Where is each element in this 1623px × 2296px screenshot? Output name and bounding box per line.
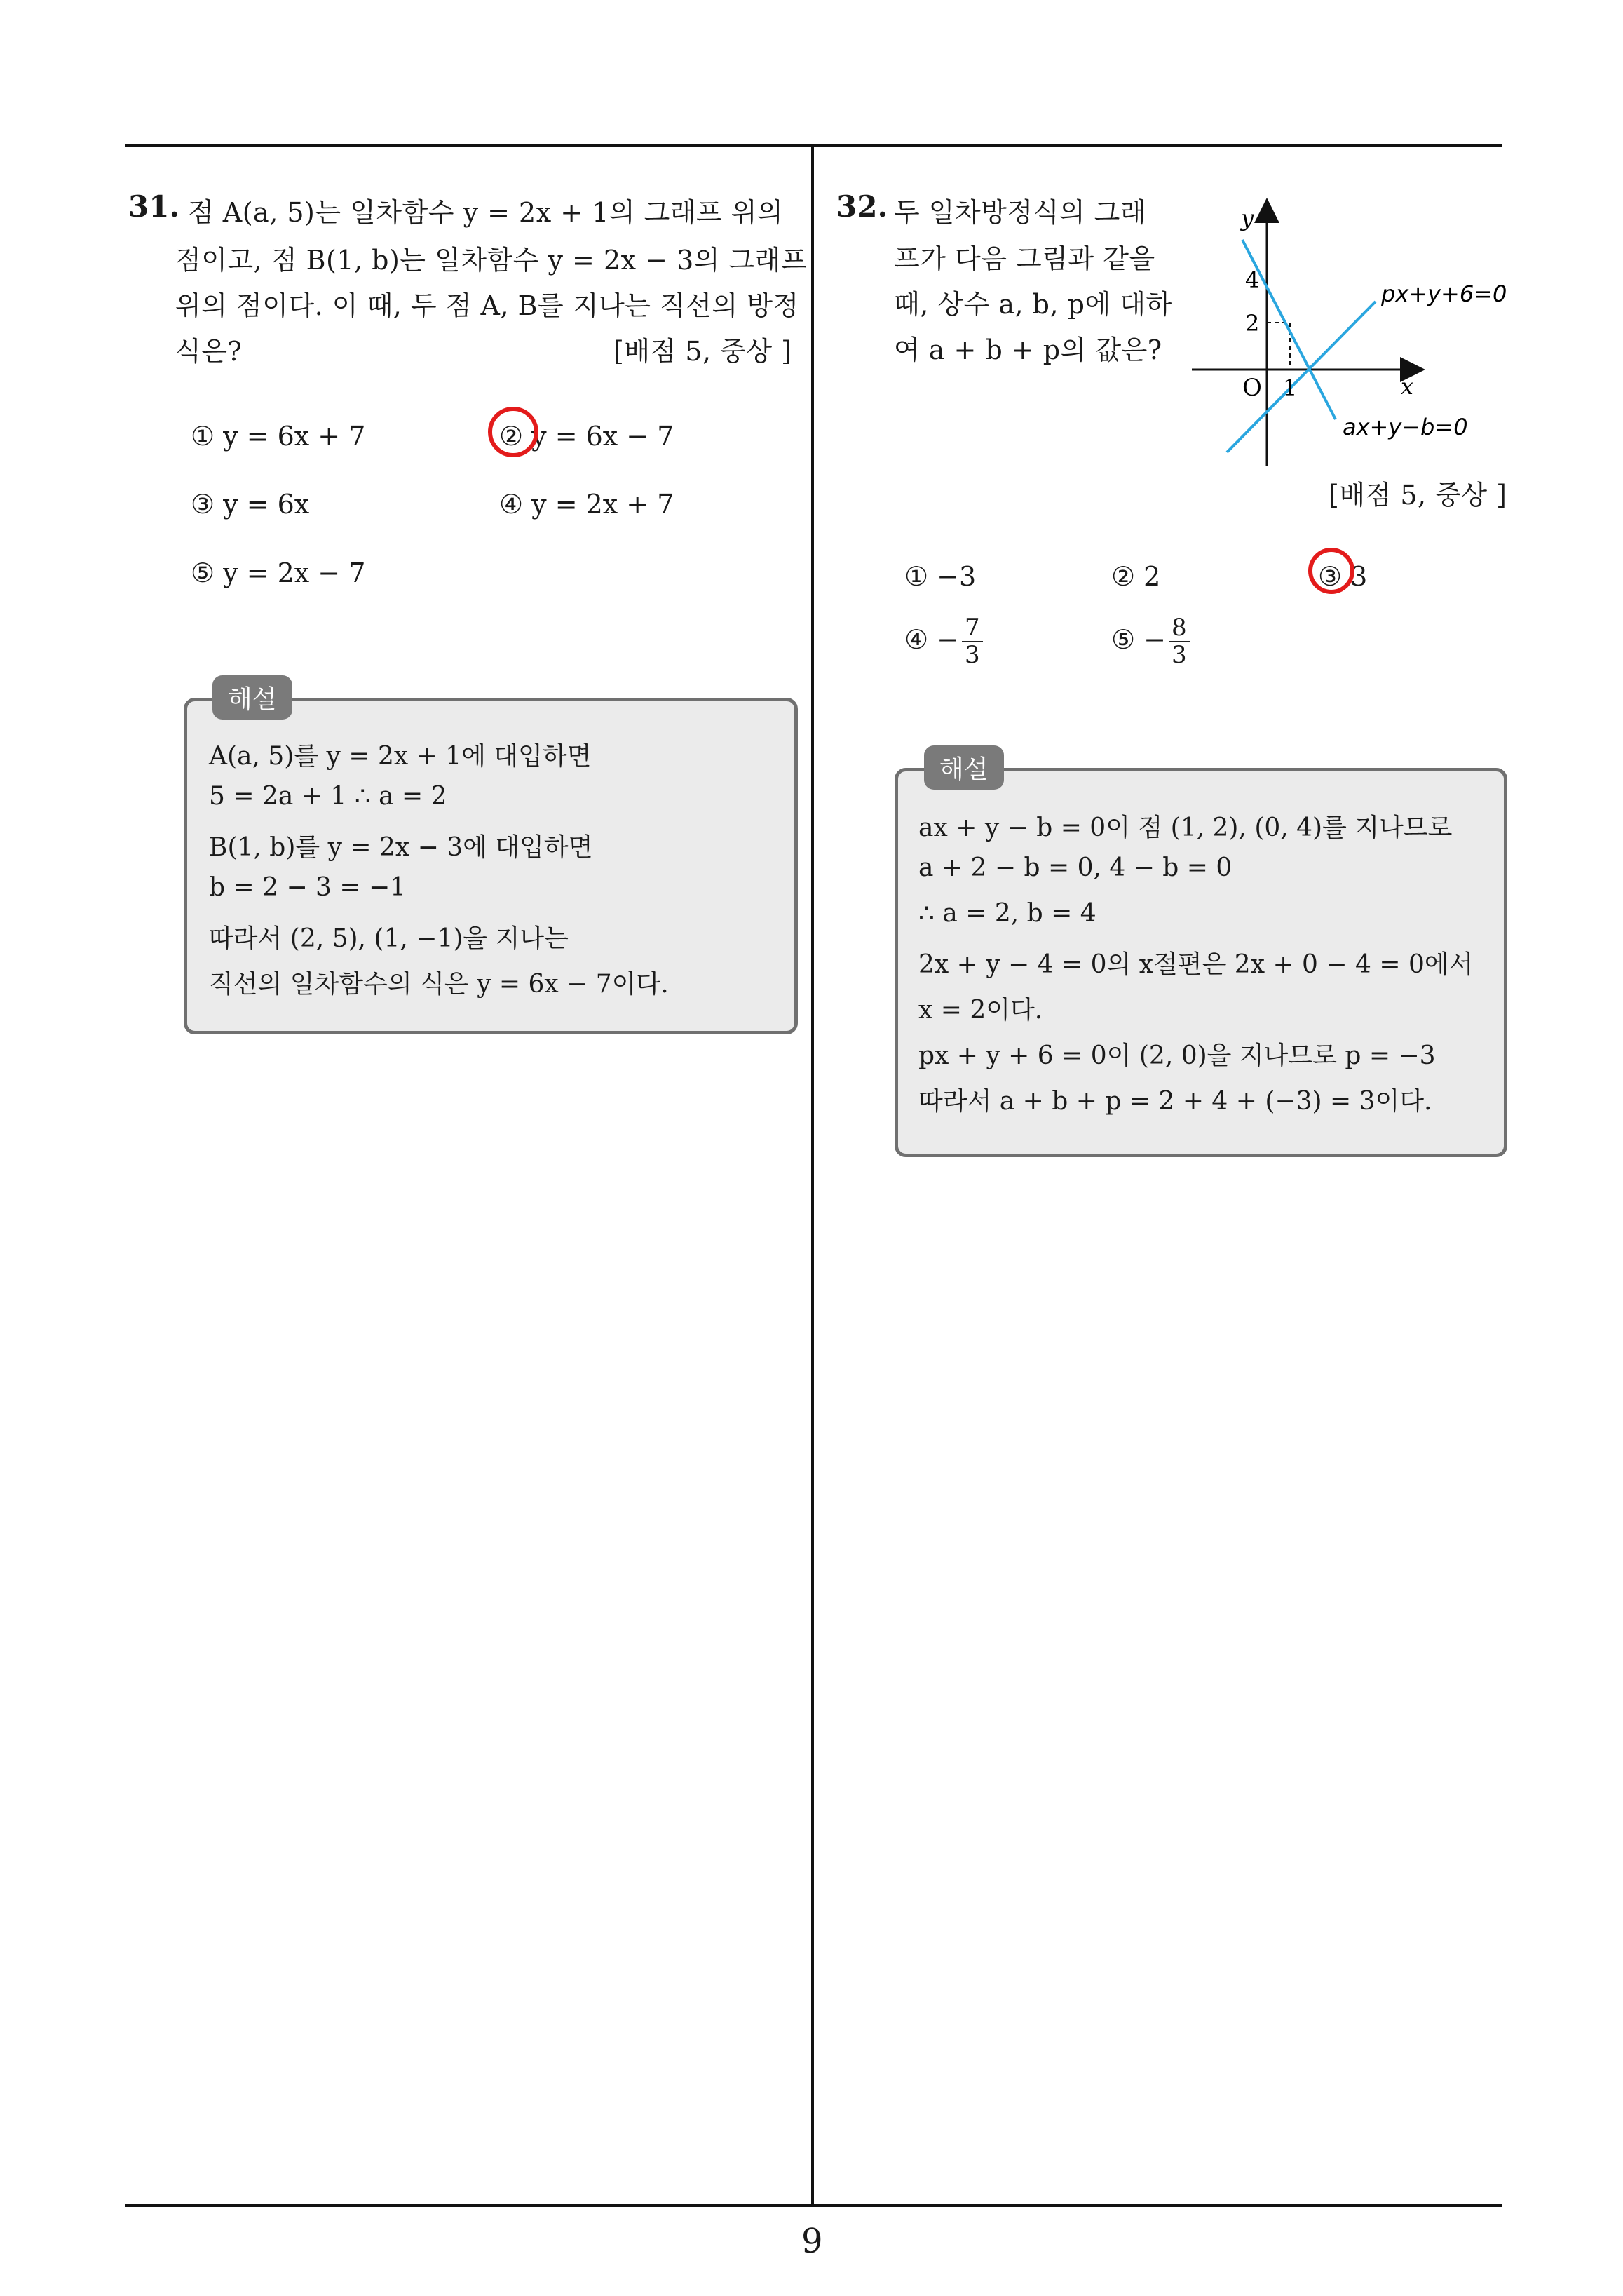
q31-choice-3[interactable]: ③ y = 6x — [191, 489, 310, 520]
q31-answer-mark — [488, 407, 538, 457]
q32-graph — [1178, 196, 1528, 477]
question-32-line-4: 여 a + b + p의 값은? — [894, 335, 1162, 365]
question-31-line-1: 점 A(a, 5)는 일차함수 y = 2x + 1의 그래프 위의 — [188, 197, 784, 228]
tick-2: 2 — [1245, 310, 1260, 337]
q31-solution-line-5: 따라서 (2, 5), (1, −1)을 지나는 — [209, 924, 569, 953]
q32-solution-line-7: 따라서 a + b + p = 2 + 4 + (−3) = 3이다. — [918, 1087, 1432, 1116]
q32-answer-mark — [1308, 548, 1354, 594]
tick-4: 4 — [1245, 266, 1260, 293]
origin-label: O — [1242, 374, 1262, 402]
question-31-number: 31. — [128, 189, 180, 224]
question-32-line-1: 두 일차방정식의 그래 — [894, 197, 1147, 228]
question-31-score: [배점 5, 중상 ] — [613, 336, 792, 367]
q31-solution-tag: 해설 — [212, 675, 292, 720]
x-axis-label: x — [1401, 373, 1414, 400]
question-31-line-4: 식은? — [175, 336, 243, 367]
bottom-rule — [125, 2204, 1502, 2207]
q31-choice-5[interactable]: ⑤ y = 2x − 7 — [191, 558, 366, 588]
q32-choice-1[interactable]: ① −3 — [904, 561, 977, 592]
question-32-score: [배점 5, 중상 ] — [1329, 480, 1507, 511]
q32-choice-4-prefix: ④ − — [904, 623, 959, 655]
q32-choice-4-fraction: $\frac{7}{3}$ — [962, 615, 983, 669]
q31-choice-2[interactable]: ② y = 6x − 7 — [499, 421, 674, 452]
question-32-line-3: 때, 상수 a, b, p에 대하 — [894, 289, 1172, 320]
question-31-line-2: 점이고, 점 B(1, b)는 일차함수 y = 2x − 3의 그래프 — [175, 245, 808, 276]
y-axis-label: y — [1241, 205, 1254, 231]
q32-solution-line-4: 2x + y − 4 = 0의 x절편은 2x + 0 − 4 = 0에서 — [918, 950, 1474, 979]
q31-choice-1[interactable]: ① y = 6x + 7 — [191, 421, 366, 452]
q32-solution-tag: 해설 — [924, 745, 1004, 790]
q32-choice-5-prefix: ⑤ − — [1111, 623, 1166, 655]
q32-choice-5[interactable] — [1111, 615, 1190, 669]
column-divider — [811, 144, 814, 2206]
question-31-line-3: 위의 점이다. 이 때, 두 점 A, B를 지나는 직선의 방정 — [175, 290, 799, 321]
q32-solution-line-5: x = 2이다. — [918, 996, 1043, 1025]
q32-solution-line-1: ax + y − b = 0이 점 (1, 2), (0, 4)를 지나므로 — [918, 813, 1453, 842]
line2-label: ax+y−b=0 — [1343, 414, 1468, 440]
tick-1: 1 — [1283, 374, 1298, 401]
q32-solution-line-2: a + 2 − b = 0, 4 − b = 0 — [918, 853, 1232, 882]
q32-solution-line-3: ∴ a = 2, b = 4 — [918, 899, 1096, 928]
line1-label: px+y+6=0 — [1381, 281, 1507, 307]
q32-choice-4[interactable] — [904, 615, 983, 669]
q31-solution-line-4: b = 2 − 3 = −1 — [209, 873, 407, 902]
q31-choice-4[interactable]: ④ y = 2x + 7 — [499, 489, 674, 520]
page-number: 9 — [801, 2222, 823, 2261]
q32-choice-5-fraction: $\frac{8}{3}$ — [1169, 615, 1190, 669]
q32-solution-line-6: px + y + 6 = 0이 (2, 0)을 지나므로 p = −3 — [918, 1041, 1436, 1070]
q31-solution-line-2: 5 = 2a + 1 ∴ a = 2 — [209, 782, 447, 811]
question-32-line-2: 프가 다음 그림과 같을 — [894, 243, 1155, 274]
q32-choice-3[interactable]: ③ 3 — [1318, 561, 1368, 592]
q32-choice-2[interactable]: ② 2 — [1111, 561, 1161, 592]
q31-solution-line-1: A(a, 5)를 y = 2x + 1에 대입하면 — [209, 742, 592, 771]
q31-solution-line-3: B(1, b)를 y = 2x − 3에 대입하면 — [209, 833, 593, 862]
q31-solution-line-6: 직선의 일차함수의 식은 y = 6x − 7이다. — [209, 970, 669, 999]
question-32-number: 32. — [836, 189, 888, 224]
